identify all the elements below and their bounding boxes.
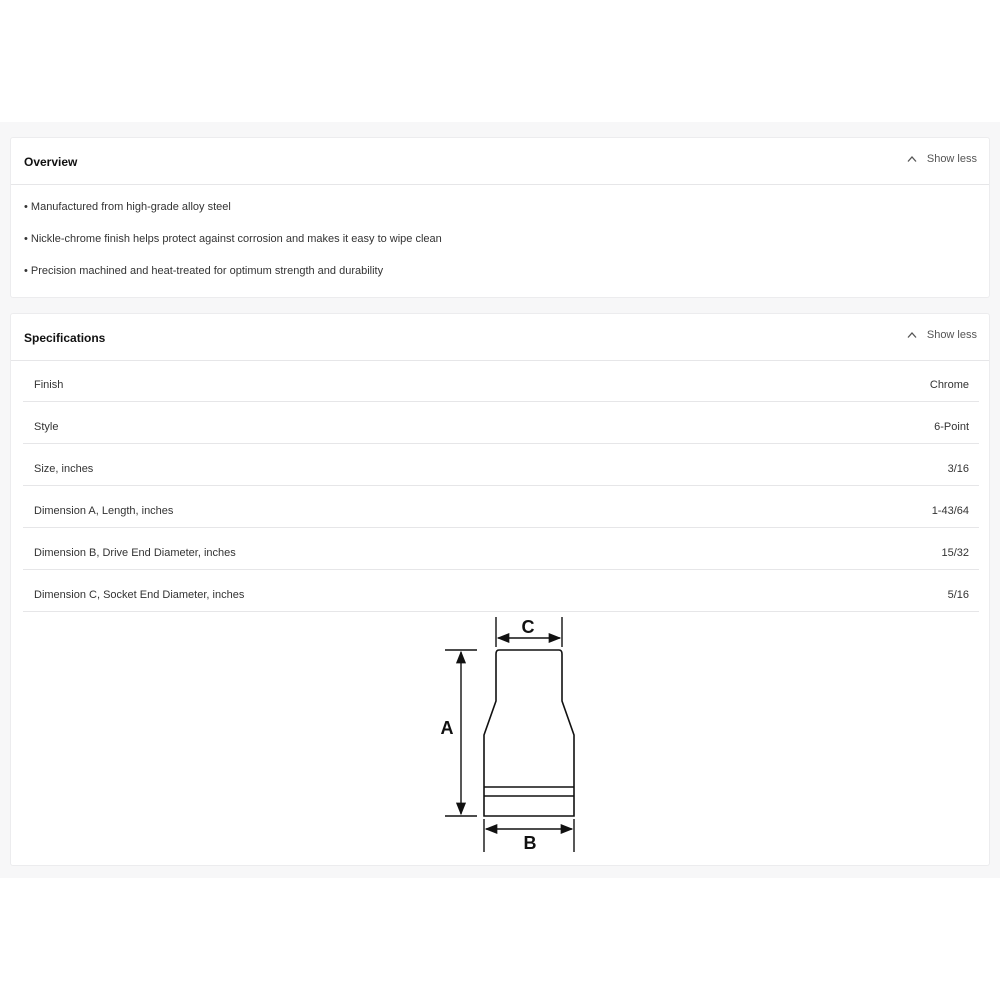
overview-section [10,137,990,298]
spec-row-finish [23,360,979,402]
chevron-up-icon [907,331,917,339]
overview-toggle-label: Show less [926,153,977,165]
spec-label: Dimension A, Length, inches [34,505,174,517]
overview-bullet: • Precision machined and heat-treated for optimum strength and durability [24,265,384,277]
overview-header[interactable] [11,138,989,185]
socket-outline [484,650,574,816]
specifications-header[interactable] [11,314,989,361]
dimension-b-label: B [523,833,537,853]
specifications-table [23,360,979,612]
dimension-c-label: C [521,617,535,637]
spec-label: Style [34,421,59,433]
socket-dimension-diagram [421,614,591,859]
specifications-toggle-label: Show less [926,329,977,341]
overview-bullet: • Nickle-chrome finish helps protect against corrosion and makes it easy to wipe clean [24,233,442,245]
spec-row-size [23,444,979,486]
spec-value: 15/32 [941,547,969,559]
spec-label: Dimension C, Socket End Diameter, inches [34,589,245,601]
spec-value: 1-43/64 [931,505,969,517]
spec-label: Finish [34,379,64,391]
spec-value: Chrome [929,379,969,391]
overview-title: Overview [24,155,78,169]
spec-label: Dimension B, Drive End Diameter, inches [34,547,236,559]
spec-label: Size, inches [34,463,94,475]
overview-bullet-list [11,185,989,297]
specifications-title: Specifications [24,331,106,345]
spec-value: 3/16 [947,463,969,475]
chevron-up-icon [907,155,917,163]
overview-bullet: • Manufactured from high-grade alloy steel [24,201,231,213]
spec-row-style [23,402,979,444]
spec-value: 6-Point [934,421,969,433]
spec-row-dimension-c [23,570,979,612]
specifications-show-less-button[interactable] [907,329,977,341]
spec-value: 5/16 [947,589,969,601]
overview-show-less-button[interactable] [907,153,977,165]
specifications-section [10,313,990,866]
dimension-a-label: A [440,718,454,738]
spec-row-dimension-b [23,528,979,570]
spec-row-dimension-a [23,486,979,528]
